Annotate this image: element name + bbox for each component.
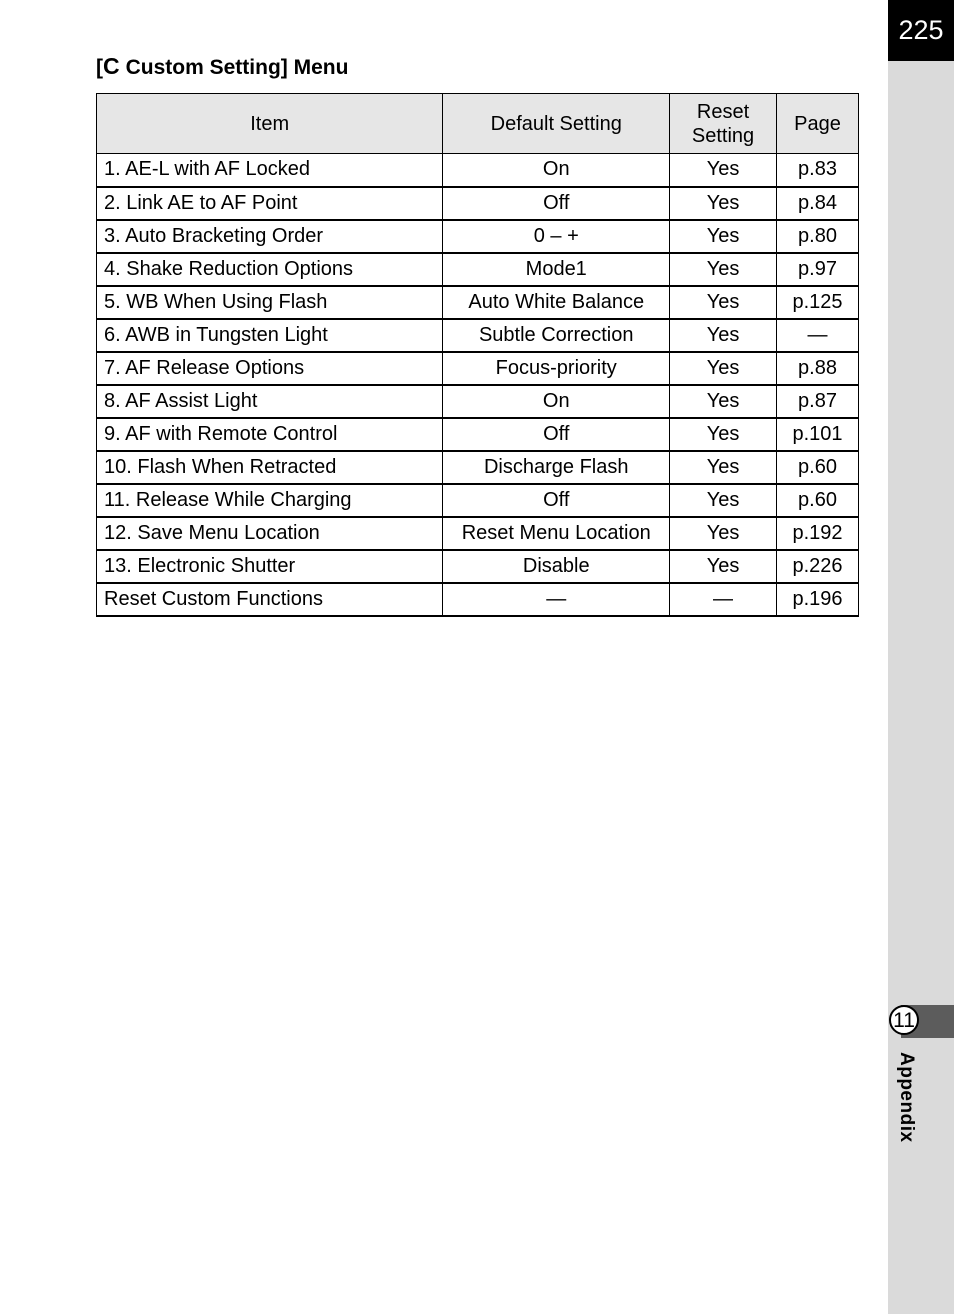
cell-page: p.88 xyxy=(777,352,859,385)
cell-default: Subtle Correction xyxy=(443,319,670,352)
table-row xyxy=(97,253,859,286)
header-item: Item xyxy=(97,94,443,154)
chapter-label: Appendix xyxy=(896,1052,917,1143)
cell-default: Off xyxy=(443,484,670,517)
cell-reset: Yes xyxy=(670,220,777,253)
cell-reset: — xyxy=(670,583,777,616)
cell-item: Reset Custom Functions xyxy=(97,583,443,616)
table-row xyxy=(97,187,859,220)
cell-page: p.84 xyxy=(777,187,859,220)
chapter-number: 11 xyxy=(889,1005,919,1035)
header-reset-setting xyxy=(670,94,777,154)
cell-page: p.60 xyxy=(777,484,859,517)
header-reset-text: Reset Setting xyxy=(691,100,755,147)
cell-reset: Yes xyxy=(670,187,777,220)
cell-reset: Yes xyxy=(670,154,777,187)
cell-reset: Yes xyxy=(670,418,777,451)
cell-reset: Yes xyxy=(670,286,777,319)
cell-reset: Yes xyxy=(670,352,777,385)
cell-page: p.83 xyxy=(777,154,859,187)
cell-item: 6. AWB in Tungsten Light xyxy=(97,319,443,352)
table-row xyxy=(97,451,859,484)
page-number: 225 xyxy=(888,0,954,61)
custom-setting-icon: C xyxy=(103,53,120,79)
title-text: Custom Setting] Menu xyxy=(125,56,349,79)
table-row xyxy=(97,154,859,187)
cell-default: — xyxy=(443,583,670,616)
header-page: Page xyxy=(777,94,859,154)
table-row xyxy=(97,583,859,616)
cell-item: 4. Shake Reduction Options xyxy=(97,253,443,286)
cell-default: Disable xyxy=(443,550,670,583)
cell-reset: Yes xyxy=(670,253,777,286)
cell-item: 2. Link AE to AF Point xyxy=(97,187,443,220)
cell-page: p.125 xyxy=(777,286,859,319)
cell-default: 0 – + xyxy=(443,220,670,253)
cell-page: p.196 xyxy=(777,583,859,616)
cell-default: On xyxy=(443,154,670,187)
cell-reset: Yes xyxy=(670,385,777,418)
title-bracket: [ xyxy=(96,56,103,79)
cell-page: p.60 xyxy=(777,451,859,484)
cell-item: 11. Release While Charging xyxy=(97,484,443,517)
cell-reset: Yes xyxy=(670,550,777,583)
custom-setting-table xyxy=(96,93,859,617)
cell-item: 13. Electronic Shutter xyxy=(97,550,443,583)
cell-reset: Yes xyxy=(670,517,777,550)
cell-default: Discharge Flash xyxy=(443,451,670,484)
table-row xyxy=(97,550,859,583)
table-row xyxy=(97,517,859,550)
table-row xyxy=(97,385,859,418)
cell-default: On xyxy=(443,385,670,418)
cell-item: 7. AF Release Options xyxy=(97,352,443,385)
cell-default: Focus-priority xyxy=(443,352,670,385)
cell-page: p.226 xyxy=(777,550,859,583)
table-row xyxy=(97,484,859,517)
cell-page: p.97 xyxy=(777,253,859,286)
cell-default: Mode1 xyxy=(443,253,670,286)
cell-reset: Yes xyxy=(670,319,777,352)
section-title xyxy=(96,53,348,80)
cell-item: 5. WB When Using Flash xyxy=(97,286,443,319)
cell-default: Reset Menu Location xyxy=(443,517,670,550)
table-row xyxy=(97,220,859,253)
cell-reset: Yes xyxy=(670,484,777,517)
cell-page: p.192 xyxy=(777,517,859,550)
cell-item: 9. AF with Remote Control xyxy=(97,418,443,451)
cell-page: p.101 xyxy=(777,418,859,451)
table-row xyxy=(97,418,859,451)
cell-default: Auto White Balance xyxy=(443,286,670,319)
cell-reset: Yes xyxy=(670,451,777,484)
cell-item: 10. Flash When Retracted xyxy=(97,451,443,484)
table-row xyxy=(97,352,859,385)
cell-default: Off xyxy=(443,418,670,451)
cell-page: p.80 xyxy=(777,220,859,253)
cell-item: 1. AE-L with AF Locked xyxy=(97,154,443,187)
cell-item: 12. Save Menu Location xyxy=(97,517,443,550)
cell-page: — xyxy=(777,319,859,352)
table-row xyxy=(97,319,859,352)
table-header-row xyxy=(97,94,859,154)
header-default-setting: Default Setting xyxy=(443,94,670,154)
cell-default: Off xyxy=(443,187,670,220)
table-row xyxy=(97,286,859,319)
cell-item: 8. AF Assist Light xyxy=(97,385,443,418)
cell-item: 3. Auto Bracketing Order xyxy=(97,220,443,253)
cell-page: p.87 xyxy=(777,385,859,418)
